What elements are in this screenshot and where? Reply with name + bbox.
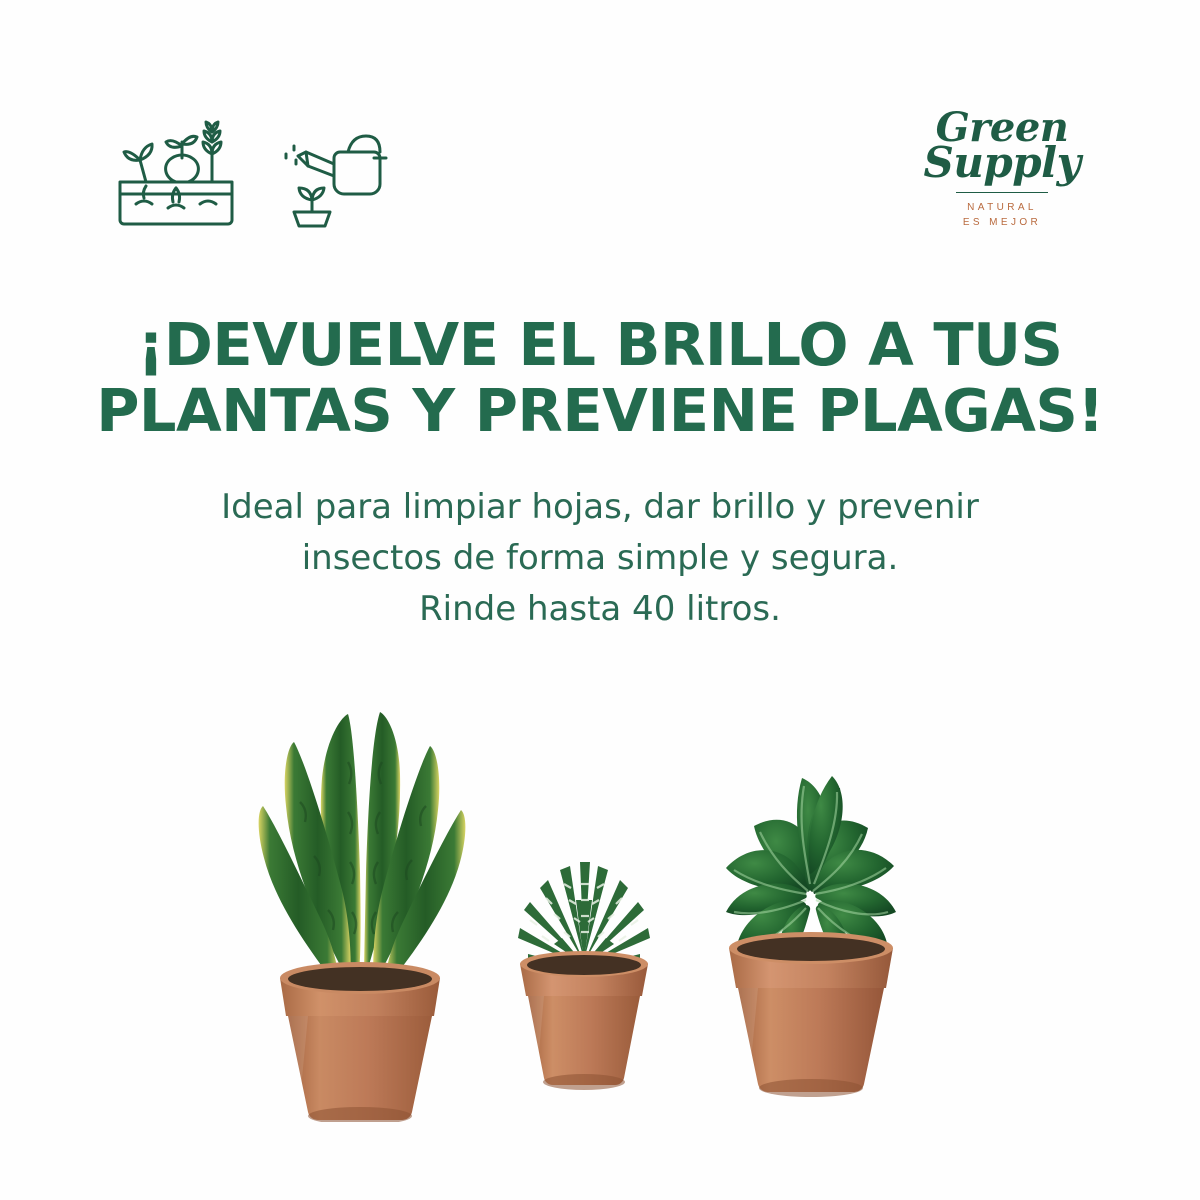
subheadline-line-2: insectos de forma simple y segura. [301, 538, 899, 578]
brand-tagline-line1: NATURAL [967, 201, 1037, 213]
brand-name-line2: Supply [923, 137, 1081, 187]
aglaonema-plant [680, 662, 940, 1122]
brand-name-line1: Green [935, 104, 1069, 151]
plants-photo-group [0, 620, 1200, 1180]
subheadline-line-1: Ideal para limpiar hojas, dar brillo y prevenir [221, 487, 979, 527]
subheadline [0, 482, 1200, 635]
headline [0, 309, 1200, 445]
subheadline-line-3: Rinde hasta 40 litros. [419, 589, 781, 629]
garden-bed-icon [112, 108, 240, 228]
top-icon-row [112, 108, 398, 228]
headline-line-2: PLANTAS Y PREVIENE PLAGAS! [96, 375, 1104, 445]
headline-line-1: ¡DEVUELVE EL BRILLO A TUS [137, 309, 1063, 379]
brand-tagline-line2: ES MEJOR [962, 216, 1042, 228]
watering-can-icon [278, 108, 398, 228]
haworthia-plant [484, 784, 684, 1124]
brand-divider [956, 192, 1048, 193]
brand-logo [912, 104, 1092, 230]
snake-plant [230, 622, 490, 1122]
